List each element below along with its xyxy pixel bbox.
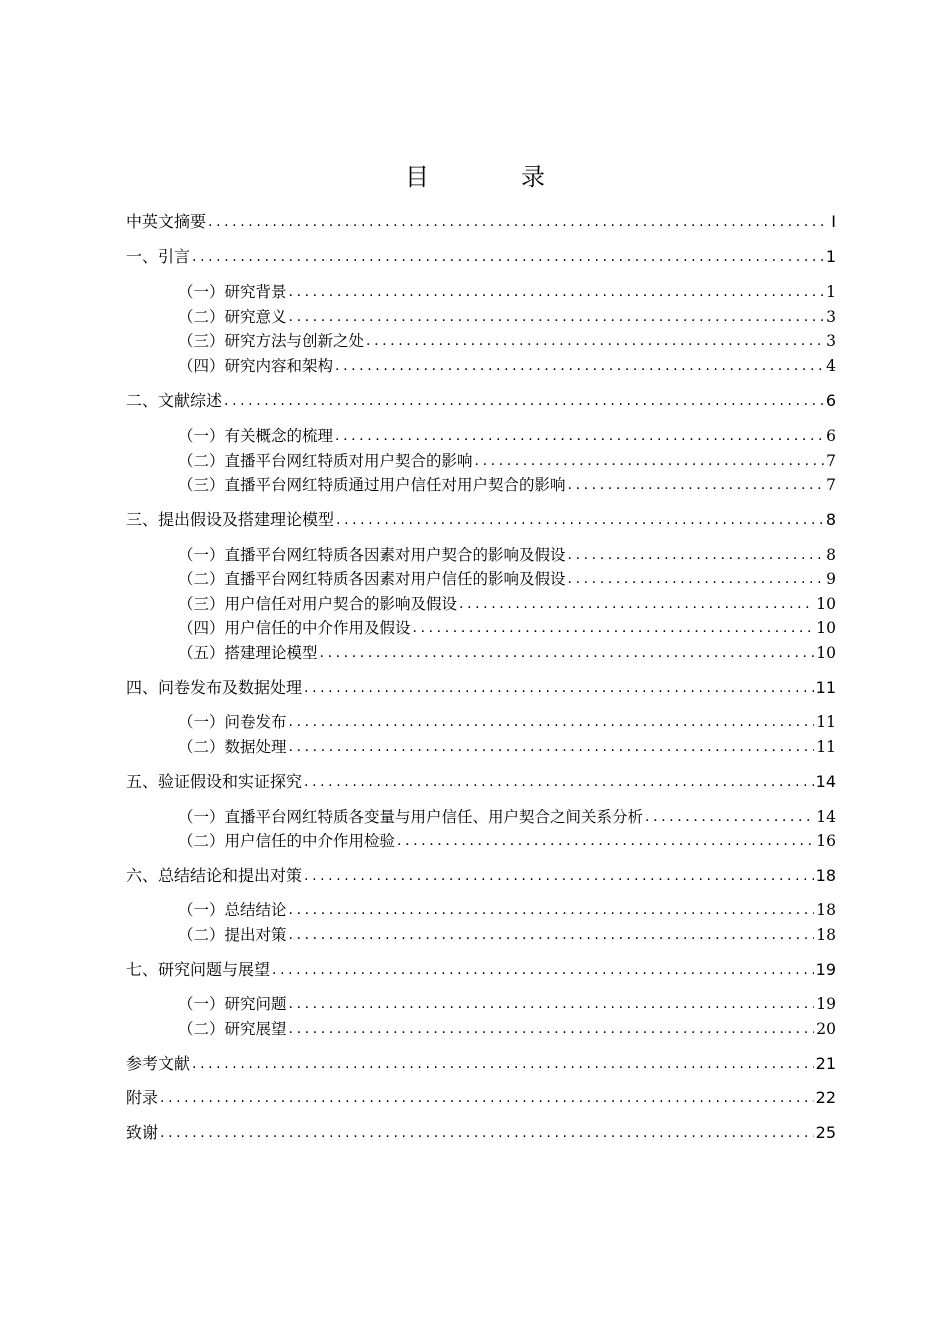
toc-entry-label: （一）有关概念的梳理 — [178, 427, 334, 445]
toc-entry[interactable] — [126, 865, 836, 887]
toc-subentry[interactable] — [178, 617, 836, 639]
toc-entry-label: 四、问卷发布及数据处理 — [126, 678, 303, 697]
toc-entry[interactable] — [126, 211, 836, 233]
toc-subentry[interactable] — [178, 830, 836, 852]
toc-page-number: 1 — [825, 247, 836, 266]
toc-entry-label: （二）用户信任的中介作用检验 — [178, 832, 396, 850]
toc-page-number: 16 — [816, 832, 836, 850]
toc-page-number: 11 — [816, 738, 836, 756]
toc-subentry[interactable] — [178, 993, 836, 1015]
dot-leader — [475, 450, 824, 472]
toc-entry[interactable] — [126, 509, 836, 531]
toc-subentry[interactable] — [178, 281, 836, 303]
toc-entry-label: 六、总结结论和提出对策 — [126, 866, 303, 885]
toc-page-number: 8 — [825, 510, 836, 529]
toc-entry-label: 致谢 — [126, 1123, 159, 1142]
page-title: 目 录 — [405, 163, 579, 191]
toc-entry-label: （一）直播平台网红特质各变量与用户信任、用户契合之间关系分析 — [178, 808, 644, 826]
dot-leader — [160, 1122, 814, 1144]
toc-entry-label: 附录 — [126, 1088, 159, 1107]
toc-entry-label: （一）问卷发布 — [178, 713, 287, 731]
toc-page-number: 21 — [815, 1054, 836, 1073]
toc-page-number: 19 — [816, 995, 836, 1013]
toc-subentry[interactable] — [178, 924, 836, 946]
dot-leader — [224, 390, 824, 412]
toc-entry-label: （三）研究方法与创新之处 — [178, 332, 365, 350]
toc-subentry[interactable] — [178, 474, 836, 496]
toc-page-number: 25 — [815, 1123, 836, 1142]
dot-leader — [160, 1087, 814, 1109]
toc-page-number: 14 — [816, 808, 836, 826]
toc-entry-label: 参考文献 — [126, 1054, 191, 1073]
toc-page-number: I — [831, 212, 836, 231]
toc-subentry[interactable] — [178, 450, 836, 472]
toc-page-number: 6 — [826, 427, 836, 445]
toc-page-number: 6 — [825, 391, 836, 410]
dot-leader — [289, 736, 815, 758]
toc-entry-label: 二、文献综述 — [126, 391, 223, 410]
toc-entry-label: （一）研究背景 — [178, 283, 287, 301]
dot-leader — [192, 1053, 814, 1075]
toc-subentry[interactable] — [178, 806, 836, 828]
toc-page-number: 7 — [826, 476, 836, 494]
toc-entry-label: （二）研究意义 — [178, 308, 287, 326]
dot-leader — [397, 830, 814, 852]
toc-page-number: 11 — [815, 678, 836, 697]
toc-page-number: 3 — [826, 308, 836, 326]
toc-entry-label: 七、研究问题与展望 — [126, 960, 271, 979]
toc-page-number: 20 — [816, 1020, 836, 1038]
toc-subentry[interactable] — [178, 642, 836, 664]
toc-page-number: 9 — [826, 570, 836, 588]
toc-entry-label: （五）搭建理论模型 — [178, 644, 318, 662]
dot-leader — [568, 544, 824, 566]
toc-subentry[interactable] — [178, 425, 836, 447]
toc-subentry[interactable] — [178, 355, 836, 377]
toc-page-number: 11 — [816, 713, 836, 731]
dot-leader — [304, 771, 814, 793]
dot-leader — [272, 959, 814, 981]
toc-entry[interactable] — [126, 390, 836, 412]
dot-leader — [289, 924, 815, 946]
toc-entry-label: （二）提出对策 — [178, 926, 287, 944]
toc-page-number: 1 — [826, 283, 836, 301]
dot-leader — [568, 568, 824, 590]
toc-subentry[interactable] — [178, 306, 836, 328]
dot-leader — [208, 211, 824, 233]
toc-entry-label: （四）研究内容和架构 — [178, 357, 334, 375]
toc-page-number: 14 — [815, 772, 836, 791]
toc-subentry[interactable] — [178, 593, 836, 615]
toc-page-number: 8 — [826, 546, 836, 564]
toc-entry-label: 三、提出假设及搭建理论模型 — [126, 510, 335, 529]
toc-entry[interactable] — [126, 771, 836, 793]
dot-leader — [336, 509, 824, 531]
toc-page-number: 4 — [826, 357, 836, 375]
toc-entry-label: （一）直播平台网红特质各因素对用户契合的影响及假设 — [178, 546, 566, 564]
dot-leader — [289, 899, 815, 921]
toc-entry-label: （二）数据处理 — [178, 738, 287, 756]
toc-subentry[interactable] — [178, 1018, 836, 1040]
toc-page-number: 18 — [815, 866, 836, 885]
toc-entry-label: （一）总结结论 — [178, 901, 287, 919]
toc-page-number: 10 — [816, 619, 836, 637]
dot-leader — [304, 865, 814, 887]
dot-leader — [192, 246, 824, 268]
toc-entry-label: 一、引言 — [126, 247, 191, 266]
dot-leader — [289, 1018, 815, 1040]
toc-page-number: 7 — [826, 452, 836, 470]
dot-leader — [320, 642, 815, 664]
dot-leader — [459, 593, 814, 615]
toc-entry[interactable] — [126, 246, 836, 268]
dot-leader — [304, 677, 814, 699]
dot-leader — [335, 355, 824, 377]
toc-page-number: 18 — [816, 901, 836, 919]
dot-leader — [568, 474, 824, 496]
toc-entry[interactable] — [126, 959, 836, 981]
toc-entry[interactable] — [126, 1122, 836, 1144]
toc-entry[interactable] — [126, 677, 836, 699]
toc-subentry[interactable] — [178, 736, 836, 758]
toc-entry-label: （三）用户信任对用户契合的影响及假设 — [178, 595, 458, 613]
toc-page-number: 18 — [816, 926, 836, 944]
toc-page-number: 3 — [826, 332, 836, 350]
toc-page-number: 22 — [815, 1088, 836, 1107]
toc-subentry[interactable] — [178, 711, 836, 733]
dot-leader — [413, 617, 815, 639]
toc-subentry[interactable] — [178, 330, 836, 352]
dot-leader — [335, 425, 824, 447]
toc-entry[interactable] — [126, 1087, 836, 1109]
toc-entry-label: 五、验证假设和实证探究 — [126, 772, 303, 791]
toc-page-number: 10 — [816, 644, 836, 662]
toc-entry-label: （二）直播平台网红特质对用户契合的影响 — [178, 452, 473, 470]
toc-entry-label: 中英文摘要 — [126, 212, 207, 231]
dot-leader — [645, 806, 814, 828]
toc-entry-label: （三）直播平台网红特质通过用户信任对用户契合的影响 — [178, 476, 566, 494]
toc-entry-label: （二）研究展望 — [178, 1020, 287, 1038]
toc-subentry[interactable] — [178, 544, 836, 566]
toc-subentry[interactable] — [178, 899, 836, 921]
toc-entry-label: （四）用户信任的中介作用及假设 — [178, 619, 411, 637]
toc-subentry[interactable] — [178, 568, 836, 590]
dot-leader — [289, 711, 815, 733]
toc-entry-label: （二）直播平台网红特质各因素对用户信任的影响及假设 — [178, 570, 566, 588]
dot-leader — [289, 281, 824, 303]
dot-leader — [366, 330, 824, 352]
dot-leader — [289, 306, 824, 328]
dot-leader — [289, 993, 815, 1015]
toc-page-number: 10 — [816, 595, 836, 613]
toc-entry[interactable] — [126, 1053, 836, 1075]
toc-page-number: 19 — [815, 960, 836, 979]
toc-entry-label: （一）研究问题 — [178, 995, 287, 1013]
